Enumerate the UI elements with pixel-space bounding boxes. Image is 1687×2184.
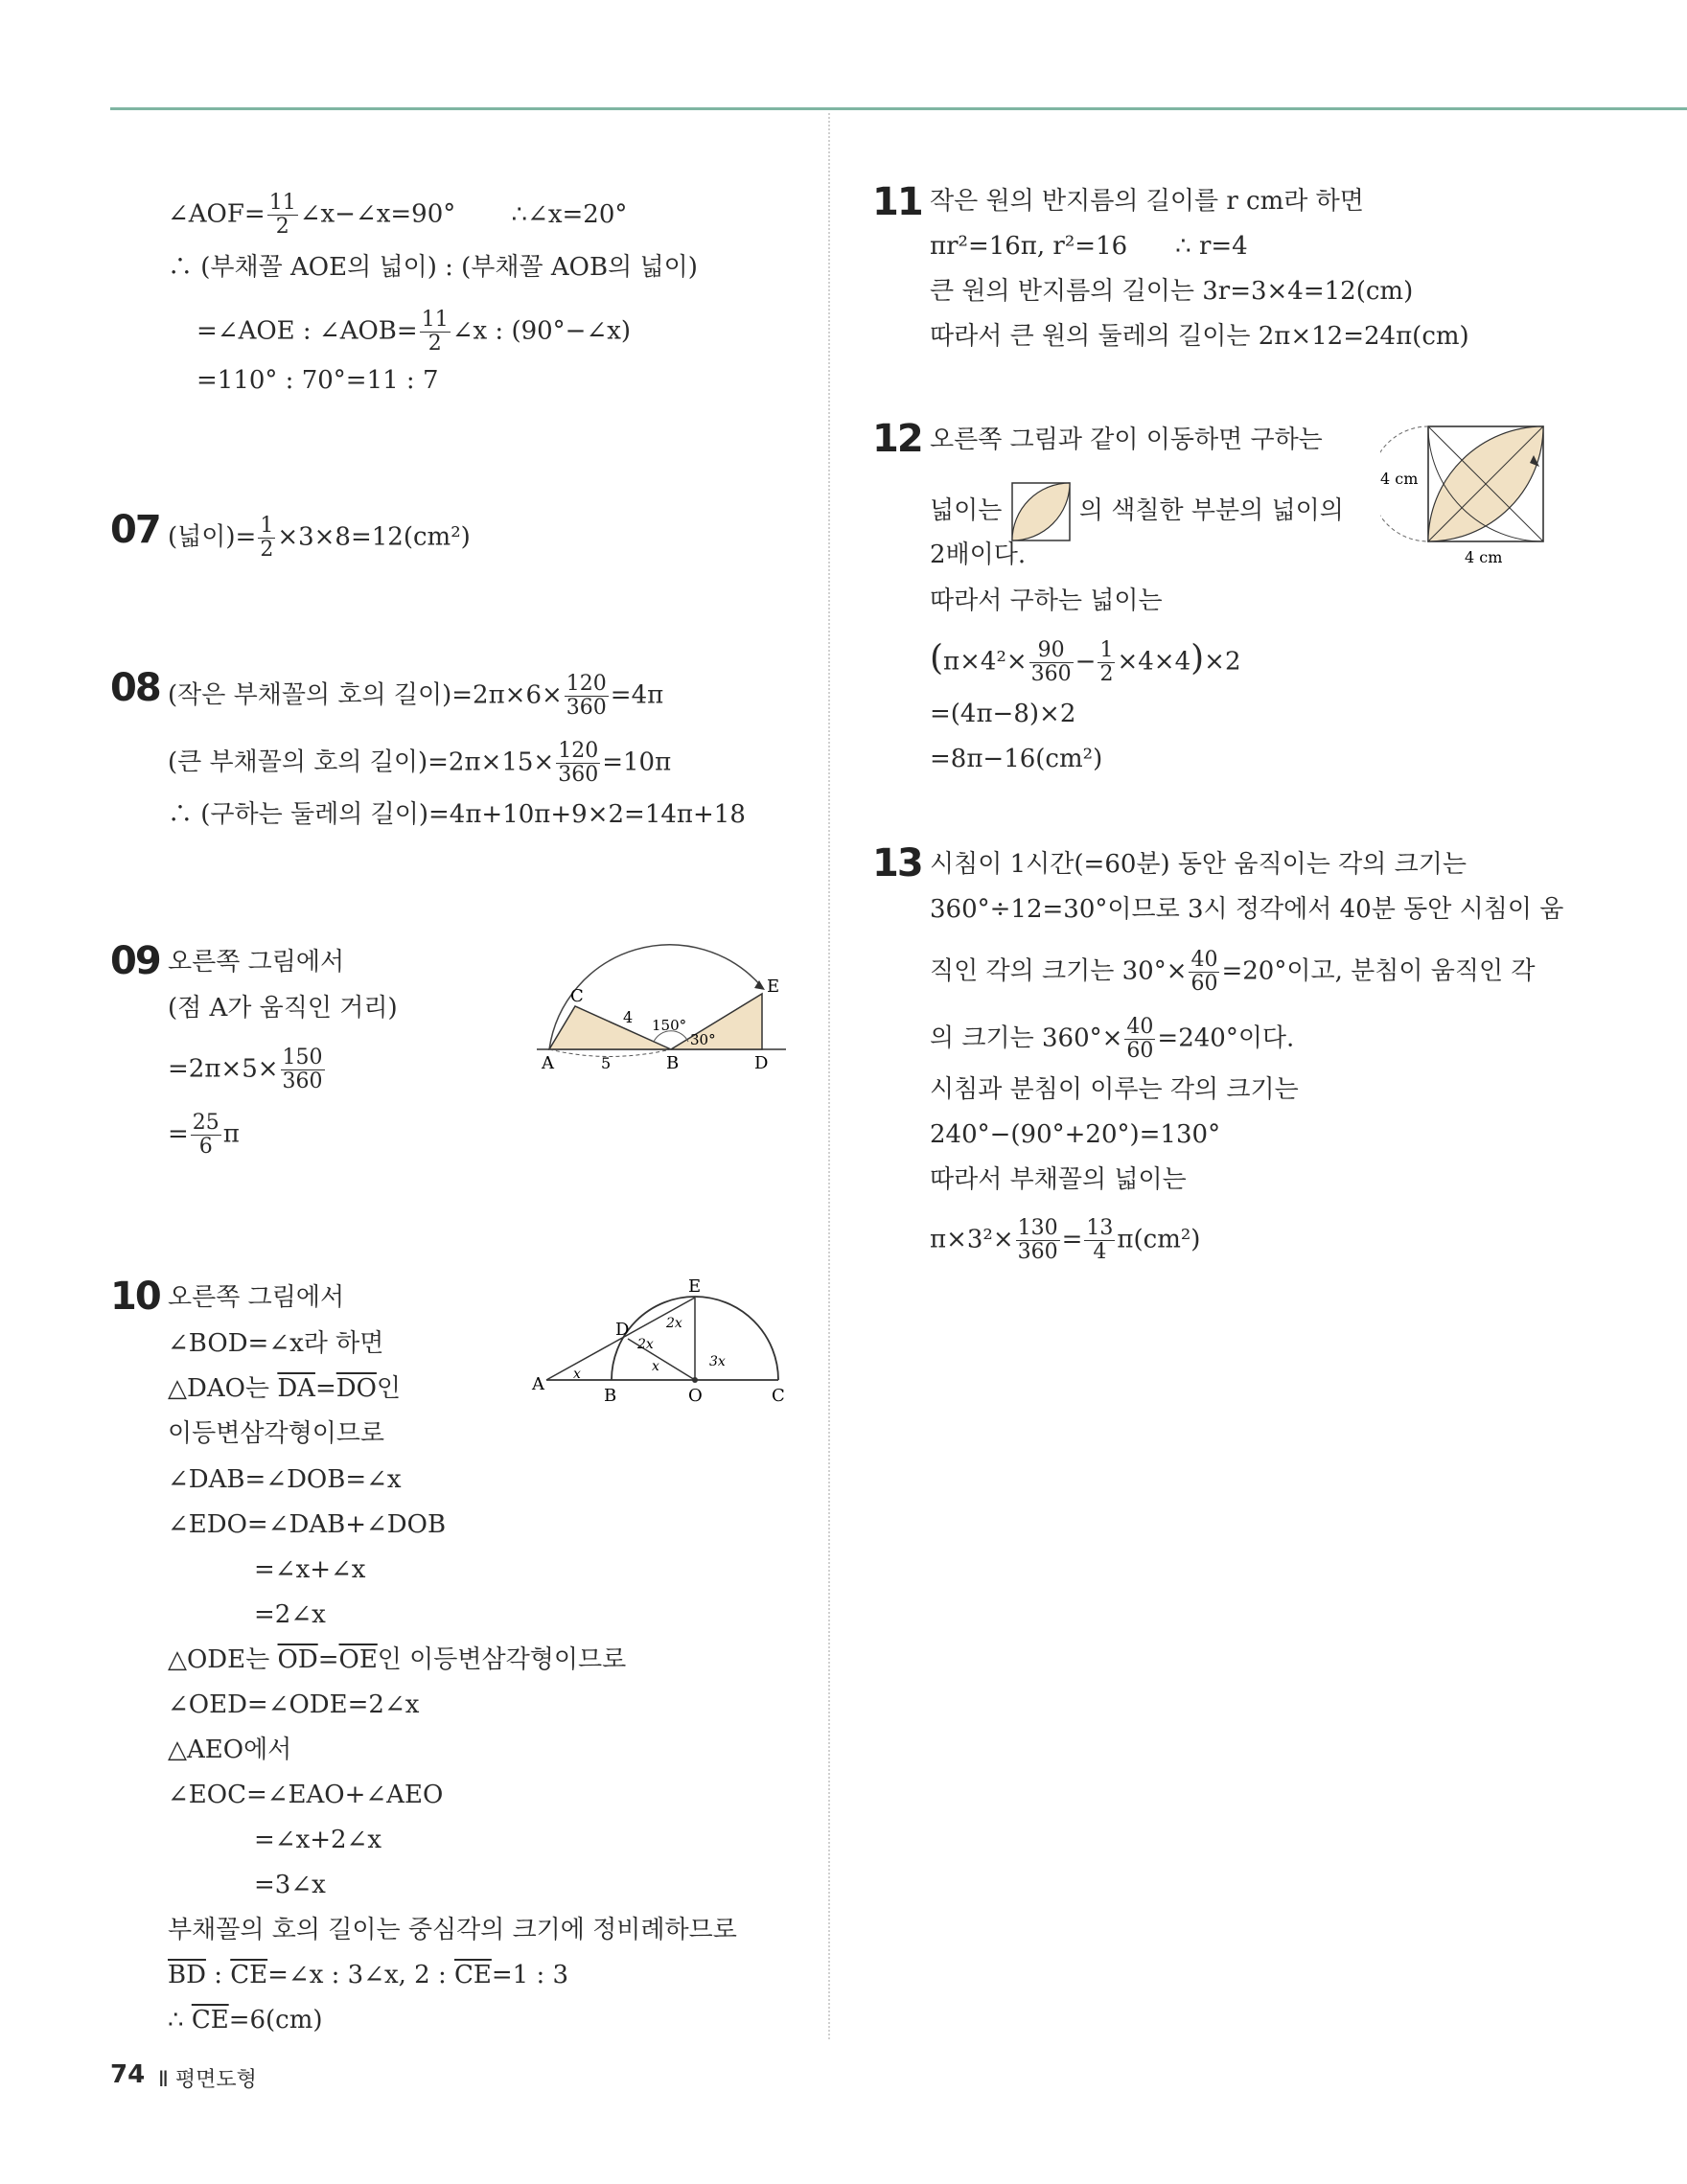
numerator: 40 [1190, 948, 1218, 972]
p08-line3: ∴ (구하는 둘레의 길이)=4π+10π+9×2=14π+18 [168, 800, 746, 829]
denominator: 2 [260, 538, 274, 562]
arc-ce: $\overline{CE}$ [191, 2006, 229, 2035]
text: π(cm²) [1117, 1225, 1201, 1254]
label-b: B [604, 1386, 617, 1406]
p11-line1: 작은 원의 반지름의 길이를 r cm라 하면 [930, 187, 1364, 216]
text: ×3×8=12(cm²) [277, 522, 471, 552]
denominator: 60 [1126, 1039, 1154, 1063]
p13-line1: 시침이 1시간(=60분) 동안 움직이는 각의 크기는 [930, 850, 1467, 879]
text: 의 크기는 360°× [930, 1023, 1123, 1053]
text: ∴∠x=20° [511, 199, 628, 229]
p10-line15: 부채꼴의 호의 길이는 중심각의 크기에 정비례하므로 [168, 1916, 737, 1944]
text: =2π×5× [168, 1054, 279, 1084]
p12-line5 [930, 639, 1241, 686]
text: =4π [610, 680, 664, 710]
p12-line4: 따라서 구하는 넓이는 [930, 586, 1163, 615]
text: (작은 부채꼴의 호의 길이)=2π×6× [168, 680, 563, 710]
text: =240°이다. [1157, 1023, 1295, 1053]
fraction [565, 673, 609, 720]
numerator: 90 [1029, 639, 1074, 663]
p10-line5: ∠DAB=∠DOB=∠x [168, 1465, 402, 1494]
p12-line7: =8π−16(cm²) [930, 745, 1103, 773]
p12-figure [1380, 417, 1553, 575]
label-2x-b: 2x [666, 1316, 682, 1331]
top-rule [110, 107, 1687, 110]
label-a: A [542, 1053, 554, 1073]
p10-line11: △AEO에서 [168, 1736, 292, 1764]
numerator: 13 [1086, 1216, 1114, 1240]
p12-line3: 2배이다. [930, 540, 1027, 569]
text: π×3²× [930, 1225, 1014, 1254]
p11-line3: 큰 원의 반지름의 길이는 3r=3×4=12(cm) [930, 277, 1414, 306]
text: 의 색칠한 부분의 넓이의 [1078, 496, 1344, 525]
p10-line8: =2∠x [254, 1600, 326, 1629]
text: 직인 각의 크기는 30°× [930, 956, 1188, 986]
fraction [191, 1112, 221, 1159]
label-angle150: 150° [652, 1017, 687, 1034]
problem-number-07: 07 [110, 508, 160, 552]
label-c: C [772, 1386, 785, 1406]
text: ∴ r=4 [1175, 232, 1248, 261]
label-a: A [532, 1374, 544, 1394]
p10-line13: =∠x+2∠x [254, 1826, 382, 1854]
p13-line4 [930, 1016, 1294, 1063]
small-shape-icon [1010, 481, 1072, 542]
segment: $\overline{DA}$ [277, 1374, 315, 1403]
denominator: 360 [1030, 662, 1072, 686]
text: : [205, 1961, 231, 1989]
arc-bd: $\overline{BD}$ [168, 1961, 206, 1989]
text: 넓이는 [930, 496, 1003, 525]
p10-line9 [168, 1644, 626, 1676]
label-angle30: 30° [690, 1031, 716, 1048]
label-len5: 5 [601, 1054, 612, 1072]
label-c: C [570, 986, 584, 1006]
text: π [222, 1119, 240, 1149]
segment: $\overline{OD}$ [277, 1645, 318, 1674]
arrow-head [754, 980, 765, 990]
text: =6(cm) [228, 2006, 323, 2035]
text: = [314, 1374, 336, 1403]
paren-close: ) [1190, 638, 1205, 678]
text: ∠x−∠x=90° [299, 199, 456, 229]
fraction [267, 192, 298, 239]
p10-line10: ∠OED=∠ODE=2∠x [168, 1690, 420, 1719]
label-3x: 3x [709, 1354, 726, 1369]
text: ×2 [1204, 647, 1241, 677]
text: ∴ [168, 2006, 192, 2035]
fraction [281, 1046, 325, 1093]
p10-line16 [168, 1959, 568, 1991]
label-o: O [688, 1386, 703, 1406]
label-e: E [688, 1276, 702, 1297]
text: 인 [376, 1374, 402, 1403]
denominator: 360 [1017, 1240, 1058, 1264]
text: ×4×4 [1117, 647, 1191, 677]
fraction [1016, 1217, 1060, 1264]
text: =10π [602, 747, 672, 777]
p12-line2 [930, 481, 1344, 542]
p11-line2 [930, 230, 1248, 263]
label-d: D [754, 1053, 769, 1073]
numerator: 11 [421, 308, 449, 332]
numerator: 120 [558, 739, 599, 763]
text: =∠x : 3∠x, 2 : [267, 1961, 454, 1989]
label-b: B [666, 1053, 680, 1073]
problem-number-10: 10 [110, 1275, 160, 1319]
center-point [692, 1377, 698, 1383]
p10-figure [527, 1275, 805, 1418]
p10-line6: ∠EDO=∠DAB+∠DOB [168, 1510, 447, 1539]
text: 인 이등변삼각형이므로 [377, 1645, 627, 1674]
label-2x-a: 2x [637, 1337, 654, 1352]
p13-line3 [930, 949, 1535, 996]
p12-line1: 오른쪽 그림과 같이 이동하면 구하는 [930, 425, 1323, 454]
denominator: 2 [428, 332, 442, 356]
p11-line4: 따라서 큰 원의 둘레의 길이는 2π×12=24π(cm) [930, 322, 1469, 351]
section-title: Ⅱ 평면도형 [158, 2068, 257, 2092]
arc-ce: $\overline{CE}$ [230, 1961, 268, 1989]
label-bottom: 4 cm [1465, 548, 1503, 566]
p10-line3 [168, 1372, 401, 1405]
p13-line5: 시침과 분침이 이루는 각의 크기는 [930, 1075, 1299, 1104]
problem-number-11: 11 [872, 180, 922, 224]
label-x2: x [652, 1359, 659, 1374]
problem-number-08: 08 [110, 666, 160, 710]
p13-line2: 360°÷12=30°이므로 3시 정각에서 40분 동안 시침이 움 [930, 895, 1564, 924]
text: △DAO는 [168, 1374, 278, 1403]
numerator: 130 [1017, 1216, 1058, 1240]
text: ∠x : (90°−∠x) [451, 316, 632, 346]
fraction [1098, 639, 1115, 686]
numerator: 40 [1126, 1015, 1154, 1039]
numerator: 1 [260, 514, 274, 538]
text: ∠AOF= [168, 199, 266, 229]
label-len4: 4 [623, 1008, 634, 1026]
denominator: 360 [566, 696, 607, 720]
p13-line8 [930, 1217, 1200, 1264]
denominator: 2 [275, 215, 289, 239]
fraction [420, 309, 451, 356]
p12-line6: =(4π−8)×2 [930, 700, 1076, 728]
text: π×4²× [943, 647, 1028, 677]
numerator: 120 [566, 672, 607, 696]
p06-line2: ∴ (부채꼴 AOE의 넓이) : (부채꼴 AOB의 넓이) [168, 253, 698, 282]
p09-line4 [168, 1112, 240, 1159]
fraction [556, 740, 600, 787]
denominator: 2 [1099, 662, 1114, 686]
p07-line1 [168, 515, 471, 562]
problem-number-09: 09 [110, 939, 160, 983]
numerator: 25 [192, 1111, 220, 1135]
numerator: 1 [1099, 638, 1114, 662]
numerator: 11 [268, 191, 296, 215]
denominator: 4 [1093, 1240, 1107, 1264]
p06-line4: =110° : 70°=11 : 7 [196, 366, 439, 395]
segment: $\overline{DO}$ [335, 1374, 377, 1403]
p13-line6: 240°−(90°+20°)=130° [930, 1120, 1221, 1149]
p10-line7: =∠x+∠x [254, 1555, 366, 1584]
denominator: 360 [558, 763, 599, 787]
p09-line2: (점 A가 움직인 거리) [168, 994, 398, 1023]
denominator: 6 [198, 1135, 213, 1159]
p08-line1 [168, 673, 663, 720]
arc-ce: $\overline{CE}$ [454, 1961, 492, 1989]
text: =20°이고, 분침이 움직인 각 [1221, 956, 1536, 986]
p06-line1 [168, 192, 627, 239]
fraction [1029, 639, 1074, 686]
segment: $\overline{OE}$ [338, 1645, 378, 1674]
p06-line3 [196, 309, 631, 356]
denominator: 60 [1190, 972, 1218, 996]
p09-line1: 오른쪽 그림에서 [168, 948, 345, 977]
problem-number-12: 12 [872, 417, 922, 461]
page-number: 74 [110, 2060, 146, 2089]
text: △ODE는 [168, 1645, 278, 1674]
p09-figure [532, 934, 791, 1078]
paren-open: ( [930, 638, 944, 678]
label-x1: x [573, 1367, 581, 1382]
column-divider [828, 113, 830, 2039]
p10-line17 [168, 2004, 323, 2036]
text: − [1075, 647, 1097, 677]
text: = [317, 1645, 339, 1674]
text: =∠AOE : ∠AOB= [196, 316, 418, 346]
fraction [1189, 949, 1219, 996]
label-e: E [767, 977, 780, 997]
p10-line14: =3∠x [254, 1871, 326, 1899]
p10-line4: 이등변삼각형이므로 [168, 1419, 385, 1448]
fraction [1124, 1016, 1155, 1063]
p10-line1: 오른쪽 그림에서 [168, 1283, 345, 1312]
text: (큰 부채꼴의 호의 길이)=2π×15× [168, 747, 555, 777]
text: πr²=16π, r²=16 [930, 232, 1128, 261]
p13-line7: 따라서 부채꼴의 넓이는 [930, 1165, 1187, 1194]
fraction [1084, 1217, 1115, 1264]
fraction [258, 515, 275, 562]
text: =1 : 3 [491, 1961, 569, 1989]
text: = [1061, 1225, 1083, 1254]
p10-line12: ∠EOC=∠EAO+∠AEO [168, 1781, 444, 1809]
problem-number-13: 13 [872, 841, 922, 885]
p08-line2 [168, 740, 671, 787]
label-d: D [615, 1320, 630, 1340]
text: (넓이)= [168, 522, 257, 552]
label-side: 4 cm [1380, 470, 1419, 488]
text: = [168, 1119, 189, 1149]
denominator: 360 [282, 1069, 323, 1093]
numerator: 150 [282, 1046, 323, 1069]
p10-line2: ∠BOD=∠x라 하면 [168, 1329, 384, 1358]
p09-line3 [168, 1046, 327, 1093]
